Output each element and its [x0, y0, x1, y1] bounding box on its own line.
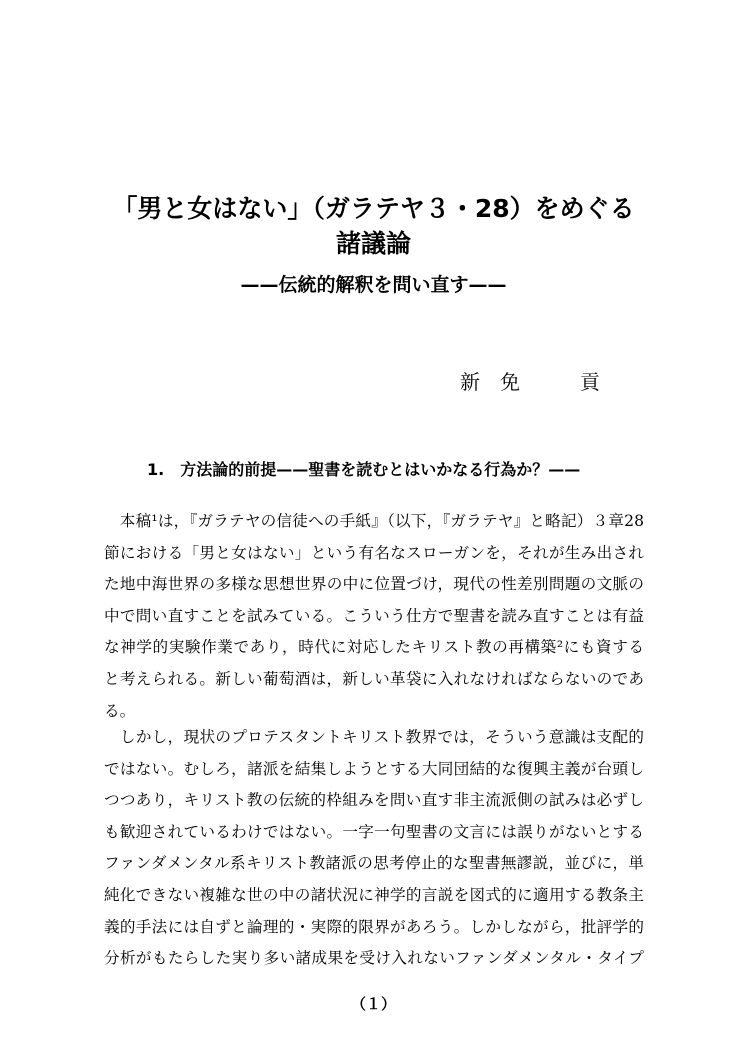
paragraph-line: ではない。むしろ，諸派を結集しようとする大同団結的な復興主義が台頭し — [104, 759, 644, 778]
paragraph-2 — [104, 722, 644, 975]
paragraph-line: 義的手法には自ずと論理的・実際的限界があろう。しかしながら，批評学的 — [104, 917, 644, 936]
page-number: （１） — [350, 995, 396, 1013]
paragraph-line: 分析がもたらした実り多い諸成果を受け入れないファンダメンタル・タイプ — [104, 949, 644, 968]
paragraph-line: た地中海世界の多様な思想世界の中に位置づけ，現代の性差別問題の文脈の — [104, 575, 644, 594]
section-heading: 1. 方法論的前提——聖書を読むとはいかなる行為か？—— — [147, 460, 581, 479]
author-name: 新 免 貢 — [460, 370, 600, 394]
title-line-2: 諸議論 — [335, 229, 411, 258]
paragraph-line: 本稿¹は，『ガラテヤの信徒への手紙』（以下，『ガラテヤ』と略記）３章28 — [104, 512, 644, 530]
paragraph-line: しかし，現状のプロテスタントキリスト教界では，そういう意識は支配的 — [104, 728, 644, 746]
title-line-1: 「男と女はない」（ガラテヤ３・28）をめぐる — [112, 194, 635, 223]
paragraph-line: も歓迎されているわけではない。一字一句聖書の文言には誤りがないとする — [104, 822, 644, 841]
paragraph-line: る。 — [104, 701, 136, 720]
paragraph-line: ファンダメンタル系キリスト教諸派の思考停止的な聖書無謬説，並びに，単 — [104, 854, 644, 873]
paragraph-line: と考えられる。新しい葡萄酒は，新しい革袋に入れなければならないのであ — [104, 669, 644, 688]
paragraph-line: な神学的実験作業であり，時代に対応したキリスト教の再構築²にも資する — [104, 638, 644, 657]
paragraph-line: 純化できない複雑な世の中の諸状況に神学的言説を図式的に適用する教条主 — [104, 885, 644, 904]
paragraph-line: 節における「男と女はない」という有名なスローガンを，それが生み出され — [104, 543, 644, 562]
paragraph-1 — [104, 506, 644, 727]
paragraph-line: つつあり，キリスト教の伝統的枠組みを問い直す非主流派側の試みは必ずし — [104, 791, 644, 810]
paragraph-line: 中で問い直すことを試みている。こういう仕方で聖書を読み直すことは有益 — [104, 606, 644, 625]
subtitle: ——伝統的解釈を問い直す—— — [240, 274, 507, 296]
